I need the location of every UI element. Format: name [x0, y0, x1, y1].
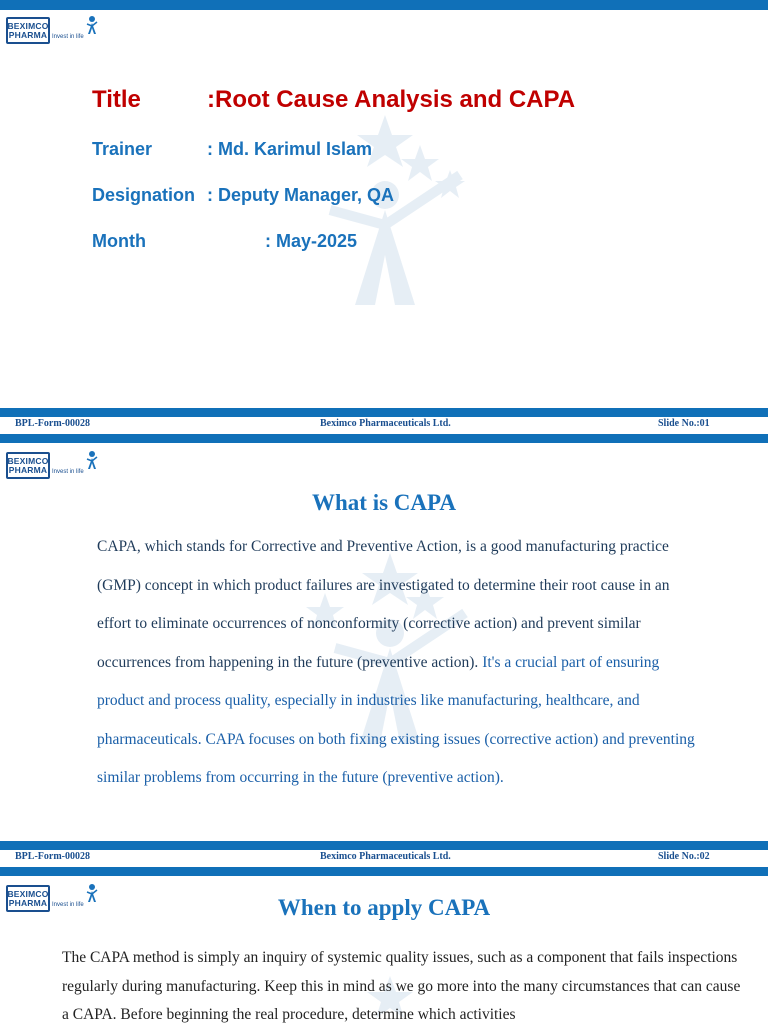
slide-heading: When to apply CAPA	[277, 895, 491, 920]
designation-label: Designation	[92, 185, 196, 205]
trainer-label: Trainer	[92, 139, 153, 159]
figure-icon	[85, 14, 99, 44]
company-logo: BEXIMCO PHARMA Invest in life	[6, 882, 99, 912]
company-logo: BEXIMCO PHARMA Invest in life	[6, 14, 99, 44]
company-name: Beximco Pharmaceuticals Ltd.	[320, 418, 451, 429]
month-value: : May-2025	[265, 231, 358, 251]
form-number: BPL-Form-00028	[15, 418, 90, 429]
slide-2	[0, 443, 768, 876]
slide-footer	[0, 841, 768, 876]
slide-1	[0, 0, 768, 443]
slide-title-value: :Root Cause Analysis and CAPA	[207, 86, 576, 113]
slide-footer	[0, 408, 768, 443]
designation-value: : Deputy Manager, QA	[207, 185, 395, 205]
slide-body-text: CAPA, which stands for Corrective and Preventive Action, is a good manufacturing practice (GMP) concept in which product failures are investigated to determine their root cause in an effort to eliminate occurrences of nonconformity (corrective action) and prevent similar occurrences from happening in the future (preventive action). It's a crucial part of ensuring product and process quality, especially in industries like manufacturing, healthcare, and pharmaceuticals. CAPA focuses on both fixing existing issues (corrective action) and preventing similar problems from occurring in the future (preventive action).	[97, 538, 695, 786]
company-logo: BEXIMCO PHARMA Invest in life	[6, 449, 99, 479]
company-name: Beximco Pharmaceuticals Ltd.	[320, 851, 451, 862]
slide-number: Slide No.:02	[658, 851, 710, 862]
figure-icon	[85, 449, 99, 479]
month-label: Month	[92, 231, 146, 251]
slide-title-label: Title	[92, 86, 141, 113]
trainer-value: : Md. Karimul Islam	[207, 139, 373, 159]
slide-body-text: The CAPA method is simply an inquiry of systemic quality issues, such as a component that fails inspections regularly during manufacturing. Keep this in mind as we go more into the many circumstances that can cause a CAPA. Before beginning the real procedure, determine which activities	[62, 949, 741, 1023]
slide-heading: What is CAPA	[312, 490, 456, 515]
slide-3	[0, 876, 768, 1024]
top-bar	[0, 0, 768, 10]
slide-number: Slide No.:01	[658, 418, 710, 429]
form-number: BPL-Form-00028	[15, 851, 90, 862]
